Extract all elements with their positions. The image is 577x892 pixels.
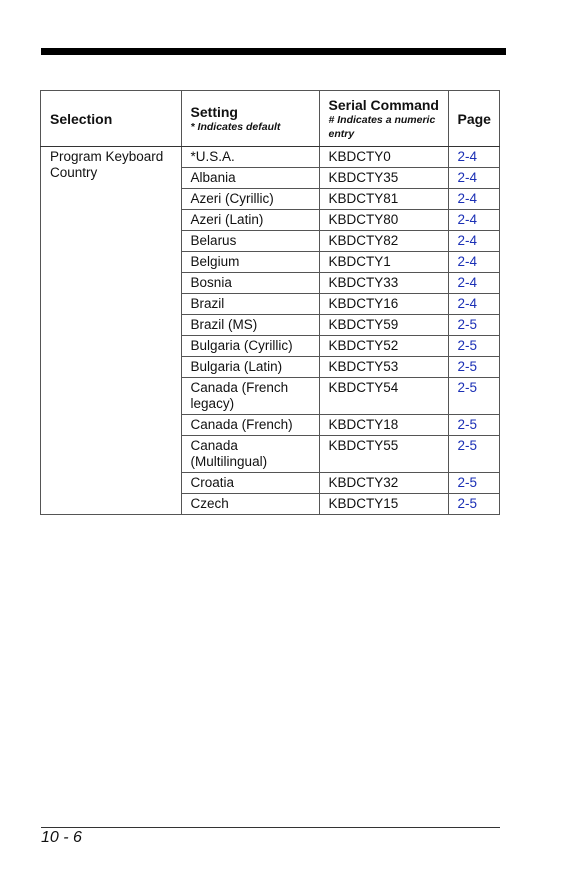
header-command xyxy=(319,91,448,147)
command-cell: KBDCTY59 xyxy=(319,315,448,336)
header-command-note: # Indicates a numeric entry xyxy=(328,113,436,140)
command-cell: KBDCTY52 xyxy=(319,336,448,357)
setting-cell: Canada (French) xyxy=(181,415,319,436)
page-link[interactable]: 2-5 xyxy=(448,494,500,515)
setting-cell: Azeri (Latin) xyxy=(181,210,319,231)
setting-cell: Canada (French legacy) xyxy=(181,378,319,415)
header-page-label: Page xyxy=(457,110,491,127)
setting-cell: Bulgaria (Latin) xyxy=(181,357,319,378)
page-link[interactable]: 2-5 xyxy=(448,357,500,378)
page-link[interactable]: 2-4 xyxy=(448,231,500,252)
page-link[interactable]: 2-4 xyxy=(448,189,500,210)
command-cell: KBDCTY55 xyxy=(319,436,448,473)
setting-cell: Brazil (MS) xyxy=(181,315,319,336)
page-link[interactable]: 2-5 xyxy=(448,378,500,415)
page-link[interactable]: 2-4 xyxy=(448,168,500,189)
table-body xyxy=(41,147,500,515)
page-link[interactable]: 2-4 xyxy=(448,147,500,168)
command-cell: KBDCTY82 xyxy=(319,231,448,252)
table-row xyxy=(41,147,500,168)
selection-cell: Program Keyboard Country xyxy=(41,147,182,515)
setting-cell: Bosnia xyxy=(181,273,319,294)
command-cell: KBDCTY80 xyxy=(319,210,448,231)
setting-cell: Belarus xyxy=(181,231,319,252)
header-setting-label: Setting xyxy=(190,103,238,120)
page-link[interactable]: 2-4 xyxy=(448,273,500,294)
page-link[interactable]: 2-5 xyxy=(448,315,500,336)
setting-cell: Croatia xyxy=(181,473,319,494)
setting-cell: Canada (Multilingual) xyxy=(181,436,319,473)
command-cell: KBDCTY53 xyxy=(319,357,448,378)
page-number: 10 - 6 xyxy=(41,829,82,846)
setting-cell: Bulgaria (Cyrillic) xyxy=(181,336,319,357)
command-cell: KBDCTY1 xyxy=(319,252,448,273)
header-setting-note: * Indicates default xyxy=(190,120,281,133)
command-cell: KBDCTY0 xyxy=(319,147,448,168)
setting-cell: Brazil xyxy=(181,294,319,315)
page-link[interactable]: 2-5 xyxy=(448,415,500,436)
command-cell: KBDCTY54 xyxy=(319,378,448,415)
page-link[interactable]: 2-4 xyxy=(448,252,500,273)
command-cell: KBDCTY35 xyxy=(319,168,448,189)
setting-cell: Czech xyxy=(181,494,319,515)
page-link[interactable]: 2-4 xyxy=(448,294,500,315)
page-link[interactable]: 2-5 xyxy=(448,336,500,357)
command-cell: KBDCTY18 xyxy=(319,415,448,436)
bottom-rule xyxy=(41,827,500,828)
page-link[interactable]: 2-5 xyxy=(448,436,500,473)
header-command-label: Serial Command xyxy=(328,96,439,113)
top-rule xyxy=(41,48,506,55)
page-link[interactable]: 2-4 xyxy=(448,210,500,231)
command-cell: KBDCTY33 xyxy=(319,273,448,294)
header-selection xyxy=(41,91,182,147)
command-cell: KBDCTY15 xyxy=(319,494,448,515)
page-link[interactable]: 2-5 xyxy=(448,473,500,494)
setting-cell: Belgium xyxy=(181,252,319,273)
table-header-row xyxy=(41,91,500,147)
header-selection-label: Selection xyxy=(50,110,113,127)
header-setting xyxy=(181,91,319,147)
command-cell: KBDCTY81 xyxy=(319,189,448,210)
header-page xyxy=(448,91,500,147)
command-cell: KBDCTY16 xyxy=(319,294,448,315)
setting-cell: Albania xyxy=(181,168,319,189)
setting-cell: Azeri (Cyrillic) xyxy=(181,189,319,210)
setting-cell: *U.S.A. xyxy=(181,147,319,168)
command-cell: KBDCTY32 xyxy=(319,473,448,494)
keyboard-country-table xyxy=(40,90,500,515)
